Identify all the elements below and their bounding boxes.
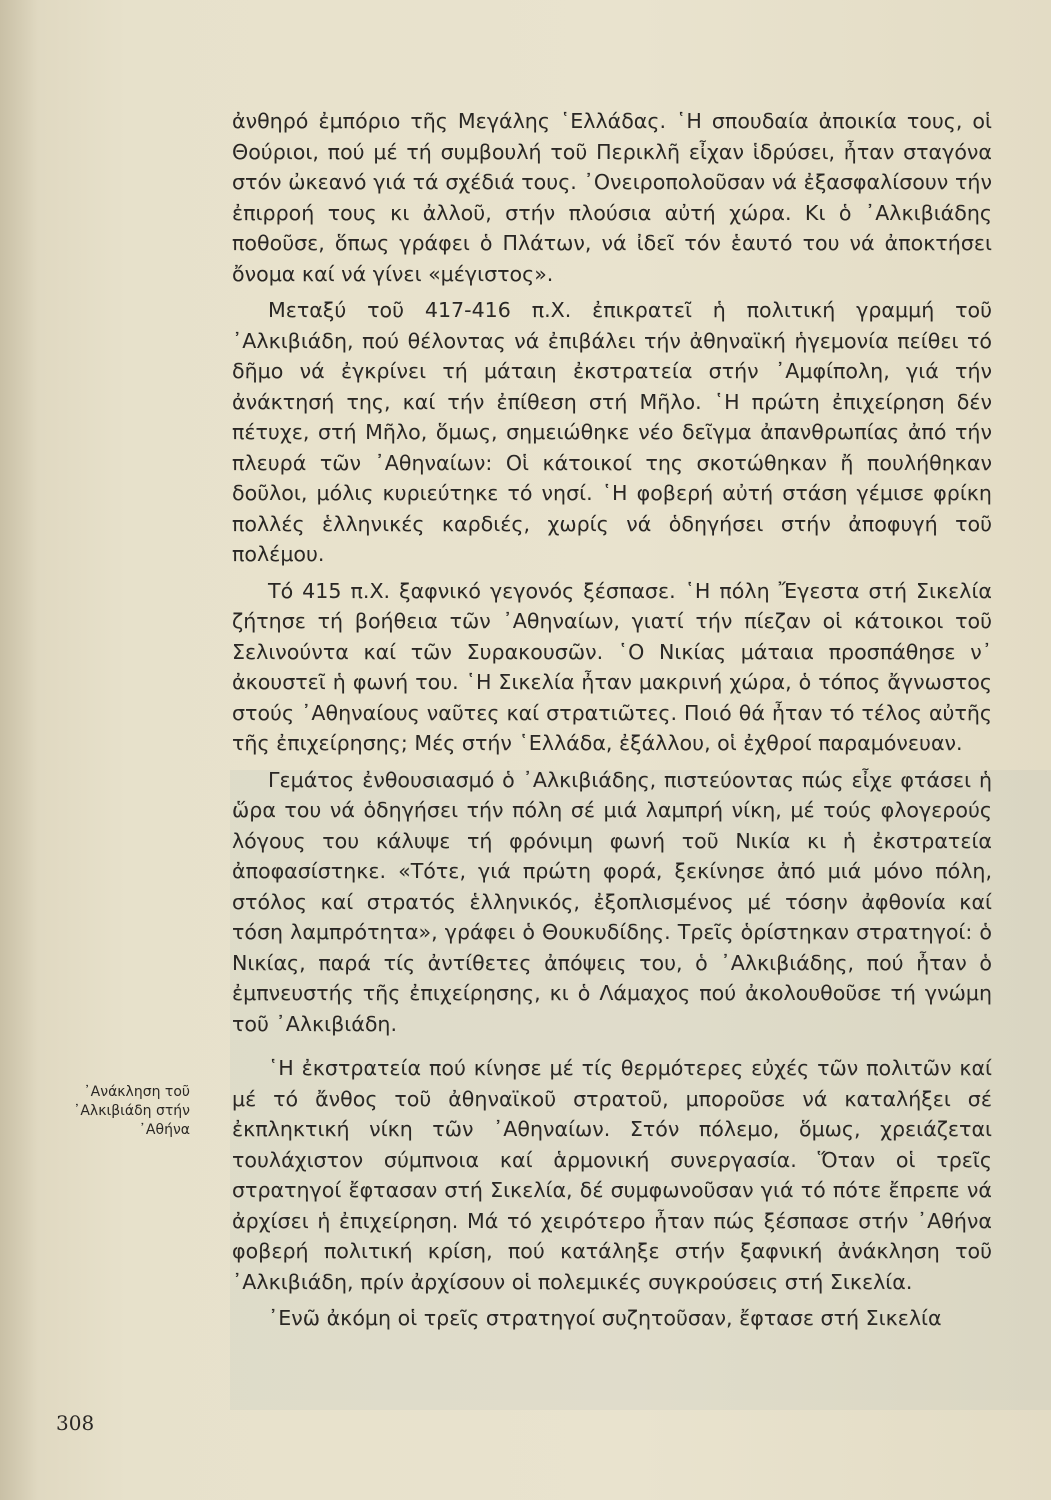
margin-note-line-1: ᾿Ανάκληση τοῦ [83, 1084, 190, 1100]
page-number: 308 [56, 1411, 95, 1435]
margin-note-line-3: ᾿Αθήνα [138, 1122, 190, 1138]
body-text [232, 106, 992, 1340]
paragraph-5: ῾Η ἐκστρατεία πού κίνησε μέ τίς θερμότερες εὐχές τῶν πολιτῶν καί μέ τό ἄνθος τοῦ ἀθηναϊκοῦ στρατοῦ, μποροῦσε νά καταλήξει σέ ἐκπληκτική νίκη τῶν ᾿Αθηναίων. Στόν πόλεμο, ὅμως, χρειάζεται τουλάχιστον σύμπνοια καί ἁρμονική συνεργασία. Ὅταν οἱ τρεῖς στρατηγοί ἔφτασαν στή Σικελία, δέ συμφωνοῦσαν γιά τό πότε ἔπρεπε νά ἀρχίσει ἡ ἐπιχείρηση. Μά τό χειρότερο ἦταν πώς ξέσπασε στήν ᾿Αθήνα φοβερή πολιτική κρίση, πού κατάληξε στήν ξαφνική ἀνάκληση τοῦ ᾿Αλκιβιάδη, πρίν ἀρχίσουν οἱ πολεμικές συγκρούσεις στή Σικελία. [232, 1056, 992, 1294]
margin-note [40, 1083, 190, 1140]
paragraph-6: ᾿Ενῶ ἀκόμη οἱ τρεῖς στρατηγοί συζητοῦσαν, ἔφτασε στή Σικελία [268, 1306, 942, 1330]
margin-note-line-2: ᾿Αλκιβιάδη στήν [73, 1103, 190, 1119]
page-gutter-shadow [0, 0, 38, 1500]
paragraph-2: Μεταξύ τοῦ 417-416 π.Χ. ἐπικρατεῖ ἡ πολιτική γραμμή τοῦ ᾿Αλκιβιάδη, πού θέλοντας νά ἐπιβάλει τήν ἀθηναϊκή ἡγεμονία πείθει τό δῆμο νά ἐγκρίνει τή μάταιη ἐκστρατεία στήν ᾿Αμφίπολη, γιά τήν ἀνάκτησή της, καί τήν ἐπίθεση στή Μῆλο. ῾Η πρώτη ἐπιχείρηση δέν πέτυχε, στή Μῆλο, ὅμως, σημειώθηκε νέο δεῖγμα ἀπανθρωπίας ἀπό τήν πλευρά τῶν ᾿Αθηναίων: Οἱ κάτοικοί της σκοτώθηκαν ἤ πουλήθηκαν δοῦλοι, μόλις κυριεύτηκε τό νησί. ῾Η φοβερή αὐτή στάση γέμισε φρίκη πολλές ἑλληνικές καρδιές, χωρίς νά ὁδηγήσει στήν ἀποφυγή τοῦ πολέμου. [232, 298, 992, 566]
paragraph-3: Τό 415 π.Χ. ξαφνικό γεγονός ξέσπασε. ῾Η πόλη Ἔγεστα στή Σικελία ζήτησε τή βοήθεια τῶν ᾿Αθηναίων, γιατί τήν πίεζαν οἱ κάτοικοι τοῦ Σελινούντα καί τῶν Συρακουσῶν. ῾Ο Νικίας μάταια προσπάθησε ν᾿ ἀκουστεῖ ἡ φωνή του. ῾Η Σικελία ἦταν μακρινή χώρα, ὁ τόπος ἄγνωστος στούς ᾿Αθηναίους ναῦτες καί στρατιῶτες. Ποιό θά ἦταν τό τέλος αὐτῆς τῆς ἐπιχείρησης; Μές στήν ῾Ελλάδα, ἐξάλλου, οἱ ἐχθροί παραμόνευαν. [232, 578, 992, 755]
paragraph-4: Γεμάτος ἐνθουσιασμό ὁ ᾿Αλκιβιάδης, πιστεύοντας πώς εἶχε φτάσει ἡ ὥρα του νά ὁδηγήσει τήν πόλη σέ μιά λαμπρή νίκη, μέ τούς φλογερούς λόγους του κάλυψε τή φρόνιμη φωνή τοῦ Νικία κι ἡ ἐκστρατεία ἀποφασίστηκε. «Τότε, γιά πρώτη φορά, ξεκίνησε ἀπό μιά μόνο πόλη, στόλος καί στρατός ἑλληνικός, ἐξοπλισμένος μέ τόσην ἀφθονία καί τόση λαμπρότητα», γράφει ὁ Θουκυδίδης. Τρεῖς ὁρίστηκαν στρατηγοί: ὁ Νικίας, παρά τίς ἀντίθετες ἀπόψεις του, ὁ ᾿Αλκιβιάδης, πού ἦταν ὁ ἐμπνευστής τῆς ἐπιχείρησης, κι ὁ Λάμαχος πού ἀκολουθοῦσε τή γνώμη τοῦ ᾿Αλκιβιάδη. [232, 767, 992, 1036]
paragraph-1: ἀνθηρό ἐμπόριο τῆς Μεγάλης ῾Ελλάδας. ῾Η σπουδαία ἀποικία τους, οἱ Θούριοι, πού μέ τή συμβουλή τοῦ Περικλῆ εἶχαν ἱδρύσει, ἦταν σταγόνα στόν ὠκεανό γιά τά σχέδιά τους. ᾿Ονειροπολοῦσαν νά ἐξασφαλίσουν τήν ἐπιρροή τους κι ἀλλοῦ, στήν πλούσια αὐτή χώρα. Κι ὁ ᾿Αλκιβιάδης ποθοῦσε, ὅπως γράφει ὁ Πλάτων, νά ἰδεῖ τόν ἑαυτό του νά ἀποκτήσει ὄνομα καί νά γίνει «μέγιστος». [232, 109, 992, 286]
